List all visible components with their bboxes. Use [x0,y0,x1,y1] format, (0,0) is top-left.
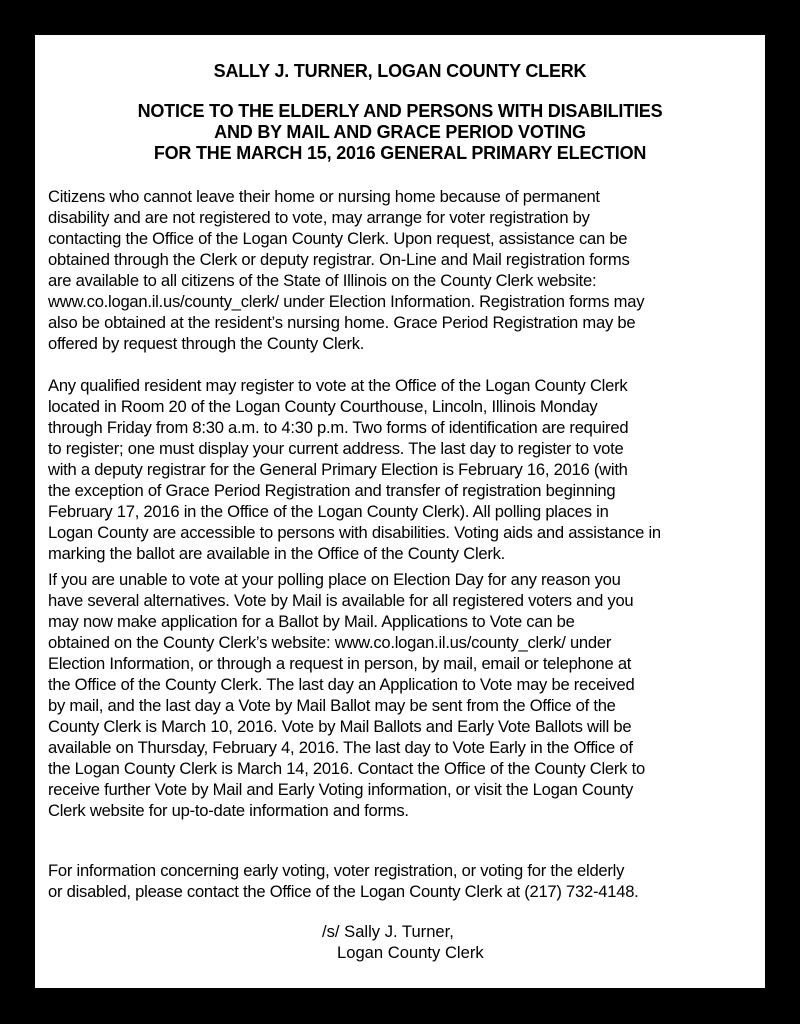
paragraph-line: by mail, and the last day a Vote by Mail Ballot may be sent from the Office of the [48,696,616,715]
paragraph-registration-office [48,375,758,564]
notice-heading [35,101,765,164]
heading-line: NOTICE TO THE ELDERLY AND PERSONS WITH DISABILITIES [137,101,663,121]
paragraph-line: the exception of Grace Period Registration and transfer of registration beginning [48,481,616,500]
paragraph-line: to register; one must display your current address. The last day to register to vote [48,439,624,458]
paragraph-line: also be obtained at the resident’s nursing home. Grace Period Registration may be [48,313,636,332]
paragraph-line: offered by request through the County Clerk. [48,334,365,353]
paragraph-line: For information concerning early voting, voter registration, or voting for the elderly [48,861,625,880]
paragraph-line: the Logan County Clerk is March 14, 2016. Contact the Office of the County Clerk to [48,759,645,778]
paragraph-line: www.co.logan.il.us/county_clerk/ under Election Information. Registration forms may [48,292,645,311]
heading-line: AND BY MAIL AND GRACE PERIOD VOTING [214,122,586,142]
paragraph-line: receive further Vote by Mail and Early Voting information, or visit the Logan County [48,780,633,799]
signature-title: Logan County Clerk [337,943,484,962]
paragraph-line: are available to all citizens of the State of Illinois on the County Clerk website: [48,271,597,290]
paragraph-contact [48,860,758,902]
paragraph-line: contacting the Office of the Logan County Clerk. Upon request, assistance can be [48,229,628,248]
paragraph-line: Any qualified resident may register to vote at the Office of the Logan County Clerk [48,376,628,395]
paragraph-line: obtained on the County Clerk’s website: www.co.logan.il.us/county_clerk/ under [48,633,612,652]
paragraph-line: with a deputy registrar for the General Primary Election is February 16, 2016 (with [48,460,628,479]
paragraph-line: marking the ballot are available in the Office of the County Clerk. [48,544,506,563]
paragraph-line: Citizens who cannot leave their home or nursing home because of permanent [48,187,600,206]
paragraph-line: Logan County are accessible to persons with disabilities. Voting aids and assistance in [48,523,661,542]
paragraph-line: have several alternatives. Vote by Mail is available for all registered voters and you [48,591,634,610]
document-title: SALLY J. TURNER, LOGAN COUNTY CLERK [213,61,587,81]
paragraph-line: or disabled, please contact the Office of the Logan County Clerk at (217) 732-4148. [48,882,639,901]
paragraph-line: the Office of the County Clerk. The last day an Application to Vote may be received [48,675,635,694]
paragraph-vote-by-mail [48,569,758,821]
paragraph-line: available on Thursday, February 4, 2016. The last day to Vote Early in the Office of [48,738,633,757]
paragraph-line: disability and are not registered to vote, may arrange for voter registration by [48,208,590,227]
paragraph-line: County Clerk is March 10, 2016. Vote by Mail Ballots and Early Vote Ballots will be [48,717,632,736]
paragraph-line: If you are unable to vote at your polling place on Election Day for any reason you [48,570,621,589]
paragraph-line: through Friday from 8:30 a.m. to 4:30 p.m. Two forms of identification are required [48,418,629,437]
paragraph-line: located in Room 20 of the Logan County Courthouse, Lincoln, Illinois Monday [48,397,598,416]
signature-name: /s/ Sally J. Turner, [322,922,454,941]
paragraph-line: February 17, 2016 in the Office of the Logan County Clerk). All polling places in [48,502,609,521]
heading-line: FOR THE MARCH 15, 2016 GENERAL PRIMARY ELECTION [153,143,647,163]
paragraph-line: Election Information, or through a request in person, by mail, email or telephone at [48,654,632,673]
paragraph-registration-disabled [48,186,758,354]
notice-document [35,35,765,988]
paragraph-line: obtained through the Clerk or deputy registrar. On-Line and Mail registration forms [48,250,630,269]
paragraph-line: may now make application for a Ballot by Mail. Applications to Vote can be [48,612,575,631]
signature-block [322,921,484,963]
paragraph-line: Clerk website for up-to-date information and forms. [48,801,409,820]
